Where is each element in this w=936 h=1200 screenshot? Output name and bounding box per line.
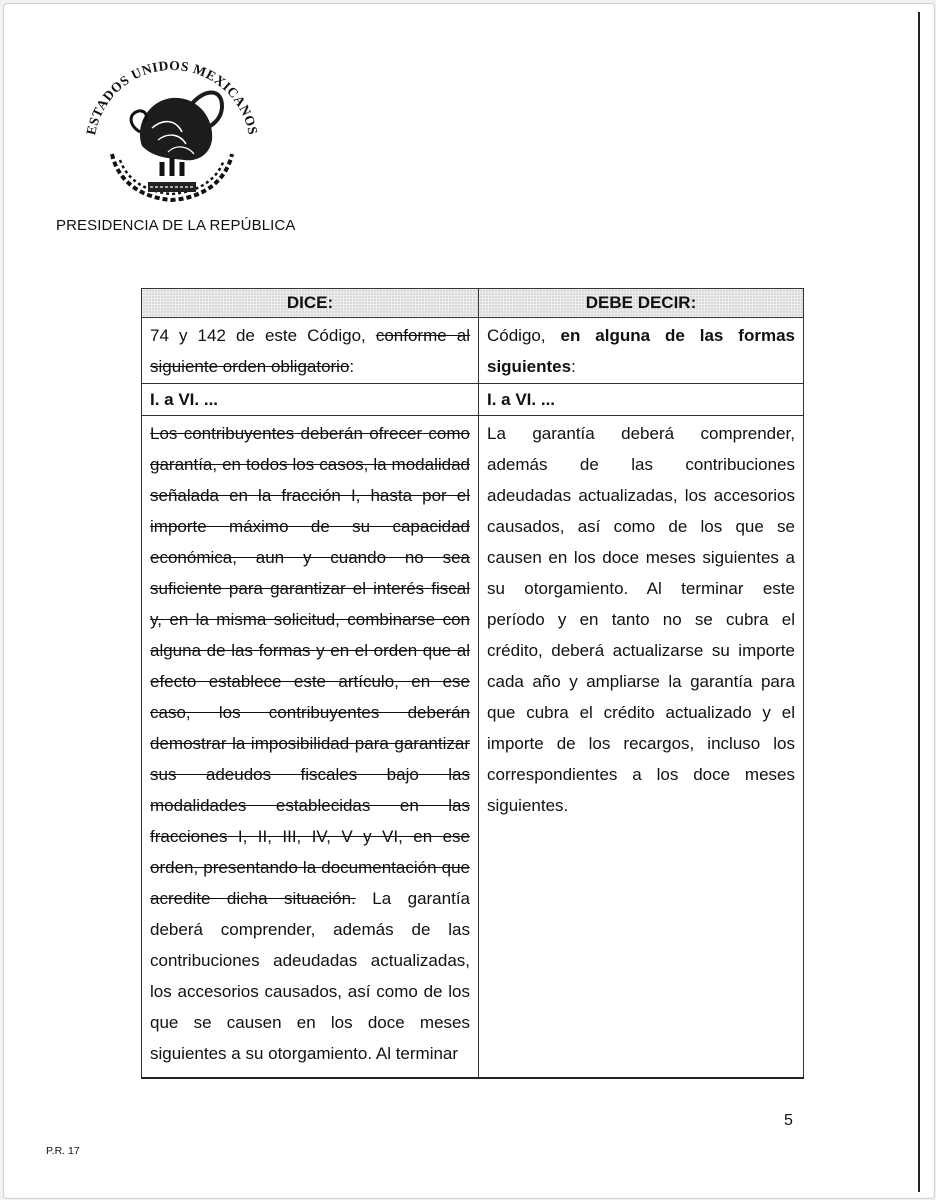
debe-decir-cell: La garantía deberá comprender, además de las contribuciones adeudadas actualizadas, los accesorios causados, así como de los que se causen en los doce meses siguientes a su otorgamiento. Al terminar este período y en tanto no se cubra el crédito, deberá actualizarse su importe cada año y ampliarse la garantía para que cubra el crédito actualizado y el importe de los recargos, incluso los correspondientes a los doce meses siguientes. (479, 416, 804, 1079)
document-page (3, 3, 935, 1199)
text-run: Código, (487, 326, 561, 345)
table-row (142, 384, 804, 416)
bold-text: en alguna de las formas siguientes (487, 326, 795, 376)
text-run: 74 y 142 de este Código, (150, 326, 376, 345)
page-number: 5 (784, 1112, 793, 1129)
table-header-row (142, 289, 804, 318)
struck-text: Los contribuyentes deberán ofrecer como garantía, en todos los casos, la modalidad señalada en la fracción I, hasta por el importe máximo de su capacidad económica, aun y cuando no sea suficiente para garantizar el interés fiscal y, en la misma solicitud, combinarse con alguna de las formas y en el orden que al efecto establece este artículo, en ese caso, los contribuyentes deberán demostrar la imposibilidad para garantizar sus adeudos fiscales bajo las modalidades establecidas en las fracciones I, II, III, IV, V y VI, en ese orden, presentando la documentación que acredite dicha situación. (150, 424, 470, 908)
coat-of-arms-seal (72, 36, 272, 216)
text-run: La garantía deberá comprender, además de las contribuciones adeudadas actualizadas, los accesorios causados, así como de los que se causen en los doce meses siguientes a su otorgamiento. Al terminar (150, 889, 470, 1063)
table-row (142, 416, 804, 1079)
svg-text:ESTADOS UNIDOS MEXICANOS: ESTADOS UNIDOS MEXICANOS (83, 57, 261, 137)
debe-decir-cell (479, 318, 804, 384)
dice-cell (142, 318, 479, 384)
issuing-office: PRESIDENCIA DE LA REPÚBLICA (56, 217, 296, 234)
dice-cell: I. a VI. ... (142, 384, 479, 416)
binding-rule (918, 12, 920, 1192)
table-row (142, 318, 804, 384)
text-run: : (571, 357, 576, 376)
struck-text: conforme al siguiente orden obligatorio (150, 326, 470, 376)
debe-decir-cell: I. a VI. ... (479, 384, 804, 416)
text-run: : (349, 357, 355, 376)
dice-cell (142, 416, 479, 1079)
comparison-table (141, 288, 804, 1079)
column-header-dice: DICE: (142, 289, 479, 318)
column-header-debe-decir: DEBE DECIR: (479, 289, 804, 318)
footer-code: P.R. 17 (46, 1145, 80, 1157)
